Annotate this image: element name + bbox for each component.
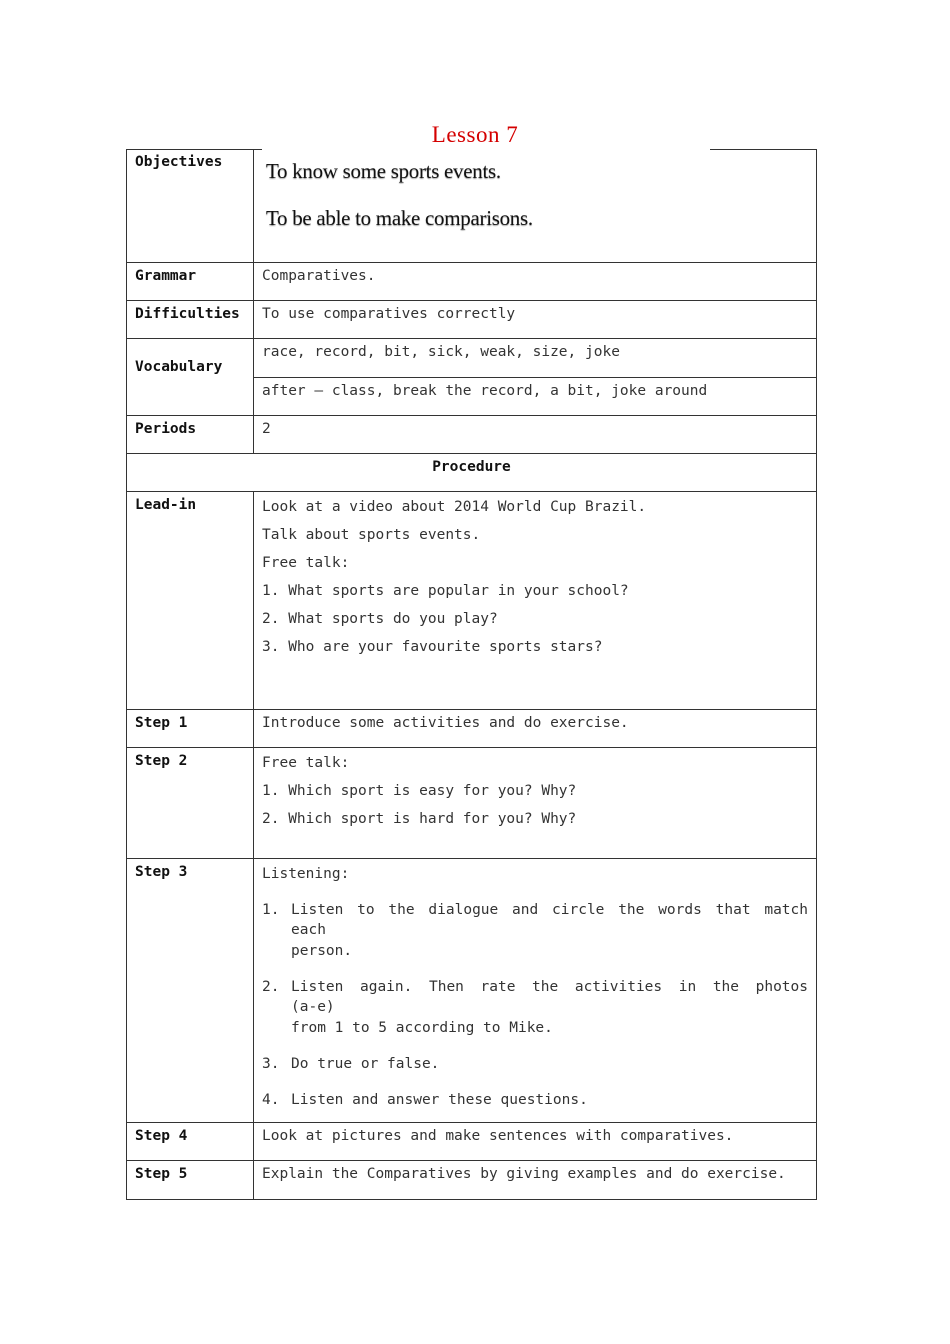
objectives-cell [254,149,817,262]
step3-item-cont: from 1 to 5 according to Mike. [291,1019,553,1036]
step3-item-text: Listen to the dialogue and circle the words that match each [291,901,808,938]
row-grammar [127,262,817,300]
row-step2 [127,747,817,858]
step1-text: Introduce some activities and do exercise. [254,709,817,747]
vocabulary-phrases: after – class, break the record, a bit, joke around [254,377,817,415]
step1-label: Step 1 [127,709,254,747]
step2-line: 2. Which sport is hard for you? Why? [262,810,577,827]
step2-line: Free talk: [262,754,350,771]
step3-item [262,1090,816,1110]
difficulties-label: Difficulties [127,300,254,338]
step3-item [262,900,816,938]
row-step3 [127,858,817,1122]
objective-1: To know some sports events. [266,159,501,183]
row-step5 [127,1160,817,1199]
step3-item-num: 2. [262,978,280,995]
leadin-line: Talk about sports events. [262,526,481,543]
difficulties-value: To use comparatives correctly [254,300,817,338]
procedure-header: Procedure [127,453,817,491]
step3-item-num: 3. [262,1055,280,1072]
step2-line: 1. Which sport is easy for you? Why? [262,782,577,799]
step3-item-cont: person. [291,942,353,959]
row-leadin [127,491,817,709]
row-vocabulary-words [127,338,817,377]
leadin-line: 1. What sports are popular in your school? [262,582,629,599]
row-periods [127,415,817,453]
step3-item [262,1054,816,1090]
step2-cell [254,747,817,858]
step2-label: Step 2 [127,747,254,858]
step3-item-text: Listen again. Then rate the activities in the photos (a-e) [291,978,808,1015]
row-difficulties [127,300,817,338]
leadin-line: 3. Who are your favourite sports stars? [262,638,603,655]
leadin-line: Free talk: [262,554,350,571]
step4-text: Look at pictures and make sentences with comparatives. [254,1122,817,1160]
leadin-line: Look at a video about 2014 World Cup Brazil. [262,498,647,515]
step5-label: Step 5 [127,1160,254,1199]
step3-cell [254,858,817,1122]
step3-item-text: Do true or false. [291,1055,440,1072]
step3-item [262,977,816,1015]
step4-label: Step 4 [127,1122,254,1160]
lesson-plan-table [126,149,817,1200]
periods-label: Periods [127,415,254,453]
grammar-label: Grammar [127,262,254,300]
step5-text: Explain the Comparatives by giving examples and do exercise. [254,1160,817,1199]
vocabulary-words: race, record, bit, sick, weak, size, joke [254,338,817,377]
vocabulary-label [127,338,254,415]
step3-item-num: 4. [262,1091,280,1108]
periods-value: 2 [254,415,817,453]
step3-item-text: Listen and answer these questions. [291,1091,588,1108]
leadin-line: 2. What sports do you play? [262,610,498,627]
objectives-label: Objectives [127,149,254,262]
step3-label: Step 3 [127,858,254,1122]
vocabulary-label-text: Vocabulary [135,358,223,375]
objective-2: To be able to make comparisons. [266,206,533,230]
leadin-cell [254,491,817,709]
step3-intro: Listening: [262,865,350,882]
row-step4 [127,1122,817,1160]
grammar-value: Comparatives. [254,262,817,300]
row-objectives [127,149,817,262]
row-step1 [127,709,817,747]
leadin-label: Lead-in [127,491,254,709]
row-procedure [127,453,817,491]
step3-item-num: 1. [262,901,280,918]
lesson-title: Lesson 7 [431,122,519,147]
